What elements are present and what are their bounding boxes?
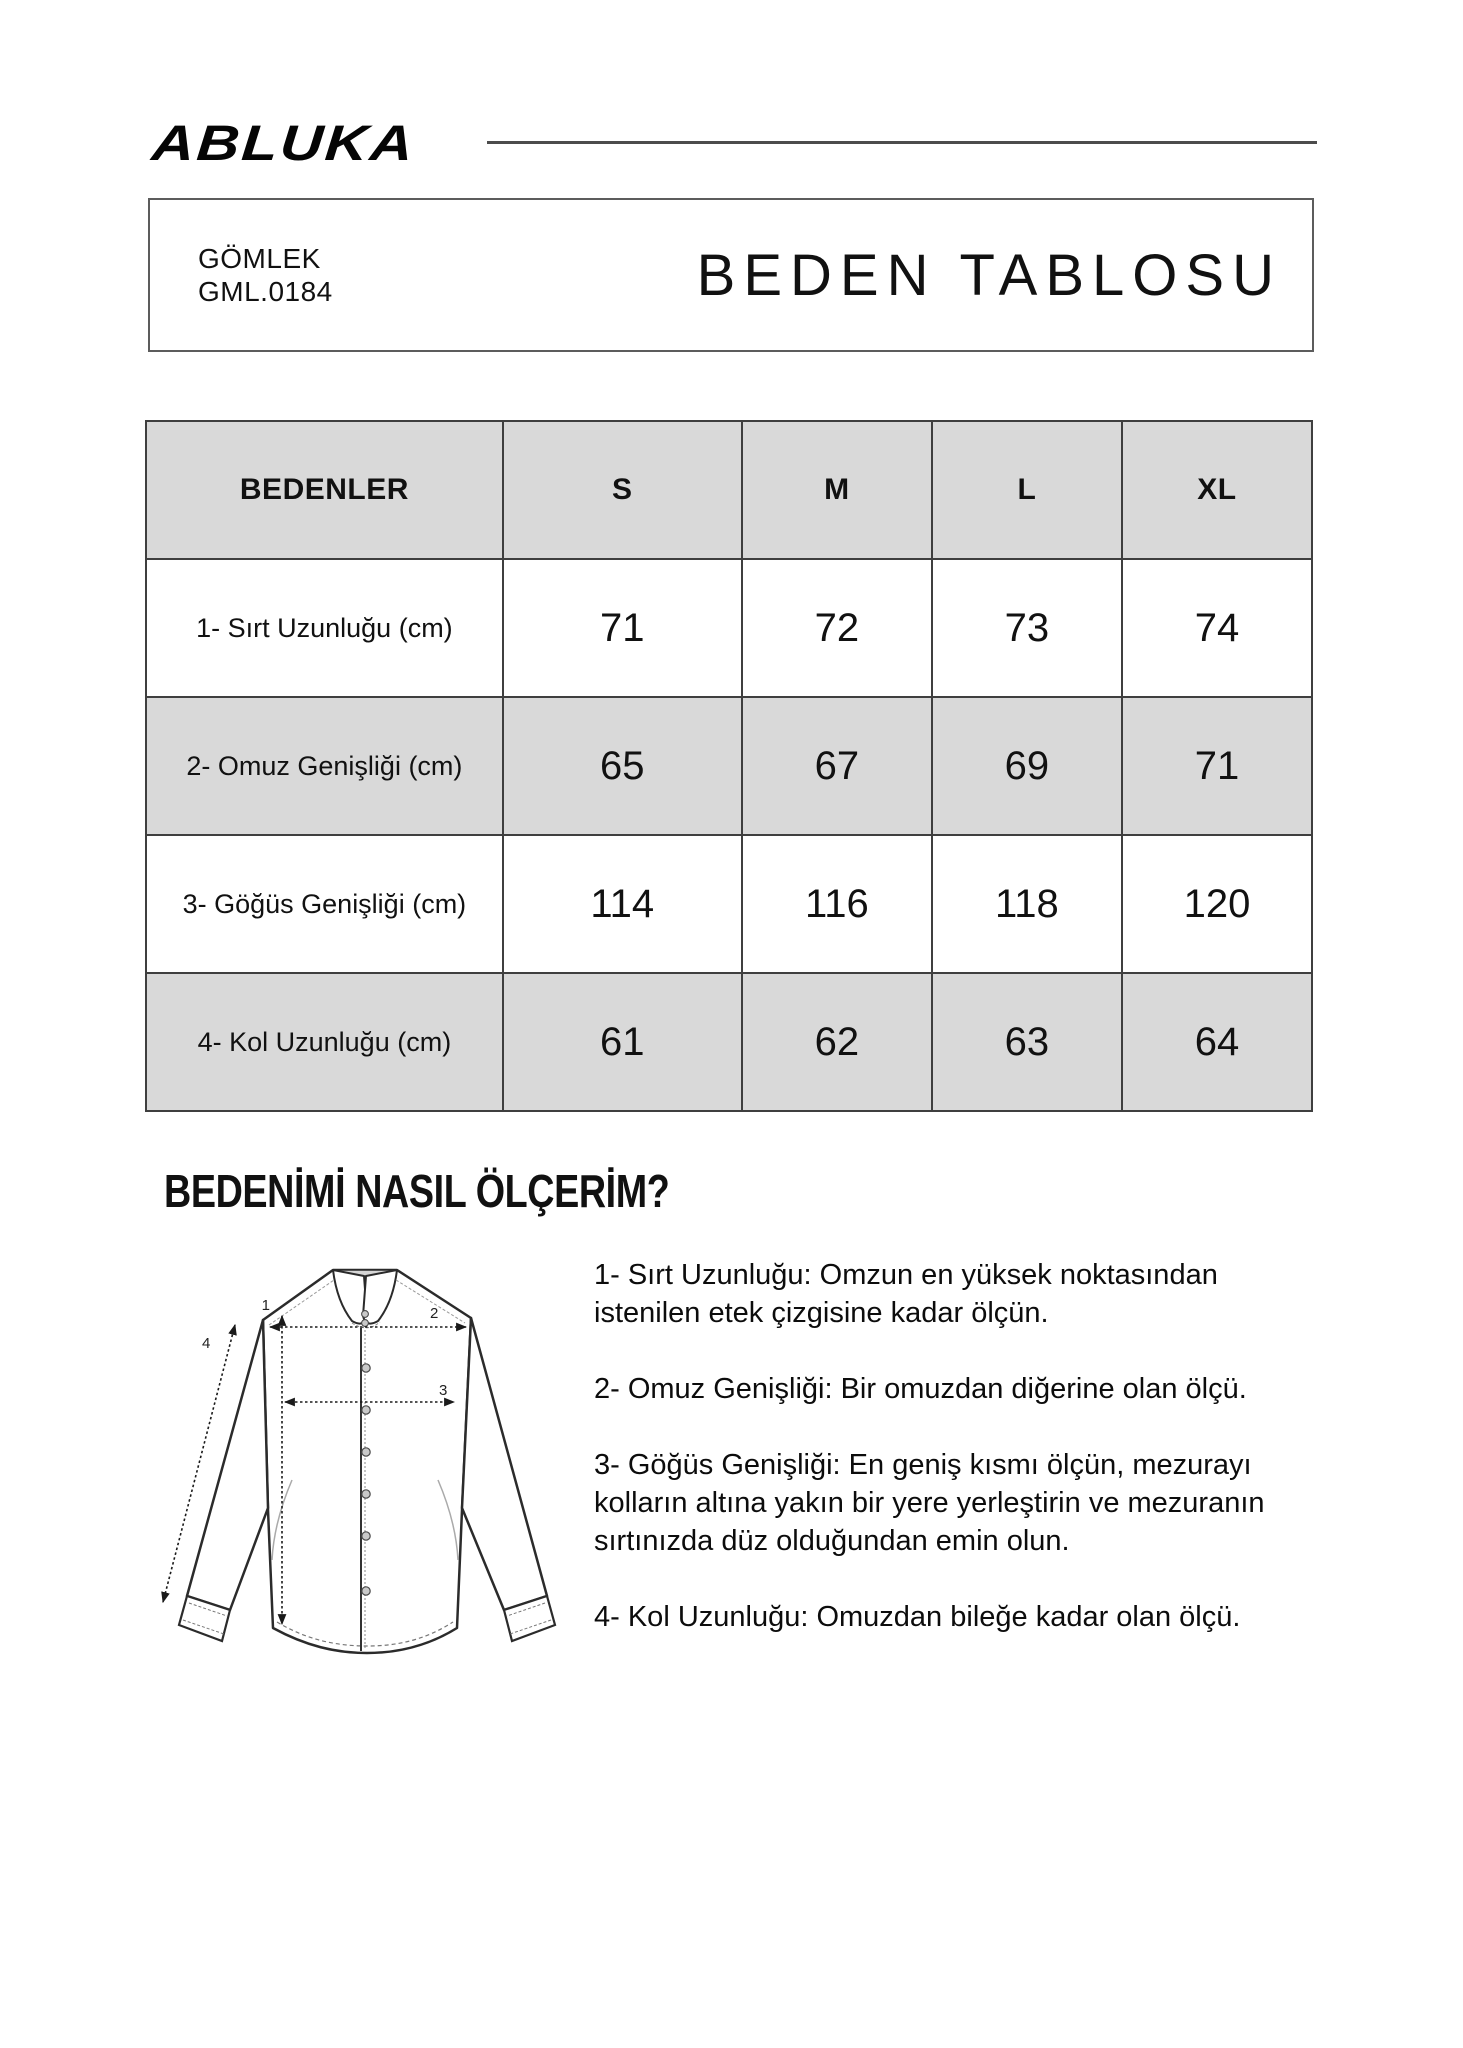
instruction-line: 4- Kol Uzunluğu: Omuzdan bileğe kadar olan ölçü. <box>594 1601 1241 1633</box>
instruction-paragraph <box>594 1446 1265 1560</box>
instruction-paragraph <box>594 1598 1265 1636</box>
size-value: 69 <box>932 697 1122 835</box>
instruction-paragraph <box>594 1256 1265 1332</box>
instruction-line: kolların altına yakın bir yere yerleştirin ve mezuranın <box>594 1487 1265 1519</box>
measure-instructions <box>594 1256 1265 1674</box>
instruction-line: istenilen etek çizgisine kadar ölçün. <box>594 1297 1049 1329</box>
product-type: GÖMLEK <box>198 243 321 274</box>
size-value: 64 <box>1122 973 1312 1111</box>
logo-rule-divider <box>487 141 1317 144</box>
diagram-label-3: 3 <box>439 1382 448 1399</box>
size-value: 120 <box>1122 835 1312 973</box>
column-header-sizes: BEDENLER <box>146 421 503 559</box>
table-row-chest-width <box>146 835 1312 973</box>
row-label: 3- Göğüs Genişliği (cm) <box>146 835 503 973</box>
column-header-l: L <box>932 421 1122 559</box>
product-code: GML.0184 <box>198 276 333 307</box>
column-header-s: S <box>503 421 742 559</box>
size-value: 65 <box>503 697 742 835</box>
size-value: 118 <box>932 835 1122 973</box>
diagram-label-1: 1 <box>261 1297 270 1314</box>
table-row-sleeve-length <box>146 973 1312 1111</box>
size-value: 62 <box>742 973 932 1111</box>
size-value: 72 <box>742 559 932 697</box>
row-label: 1- Sırt Uzunluğu (cm) <box>146 559 503 697</box>
table-row-shoulder-width <box>146 697 1312 835</box>
instruction-line: 1- Sırt Uzunluğu: Omzun en yüksek noktasından <box>594 1259 1218 1291</box>
size-value: 71 <box>1122 697 1312 835</box>
size-value: 63 <box>932 973 1122 1111</box>
size-value: 116 <box>742 835 932 973</box>
size-value: 67 <box>742 697 932 835</box>
size-value: 114 <box>503 835 742 973</box>
size-value: 71 <box>503 559 742 697</box>
table-header-row <box>146 421 1312 559</box>
instruction-line: 3- Göğüs Genişliği: En geniş kısmı ölçün, mezurayı <box>594 1449 1252 1481</box>
size-value: 73 <box>932 559 1122 697</box>
header-box <box>148 198 1314 352</box>
instruction-paragraph <box>594 1370 1265 1408</box>
diagram-label-4: 4 <box>202 1335 211 1352</box>
diagram-label-2: 2 <box>430 1305 439 1322</box>
page-title: BEDEN TABLOSU <box>696 242 1282 308</box>
column-header-m: M <box>742 421 932 559</box>
brand-logo: ABLUKA <box>149 115 418 171</box>
row-label: 4- Kol Uzunluğu (cm) <box>146 973 503 1111</box>
product-info <box>198 242 333 308</box>
size-table <box>145 420 1313 1112</box>
measure-section-heading: BEDENİMİ NASIL ÖLÇERİM? <box>164 1165 670 1217</box>
shirt-measurement-diagram <box>140 1250 590 1670</box>
table-row-back-length <box>146 559 1312 697</box>
row-label: 2- Omuz Genişliği (cm) <box>146 697 503 835</box>
size-value: 61 <box>503 973 742 1111</box>
size-value: 74 <box>1122 559 1312 697</box>
column-header-xl: XL <box>1122 421 1312 559</box>
instruction-line: 2- Omuz Genişliği: Bir omuzdan diğerine olan ölçü. <box>594 1373 1247 1405</box>
instruction-line: sırtınızda düz olduğundan emin olun. <box>594 1525 1070 1557</box>
